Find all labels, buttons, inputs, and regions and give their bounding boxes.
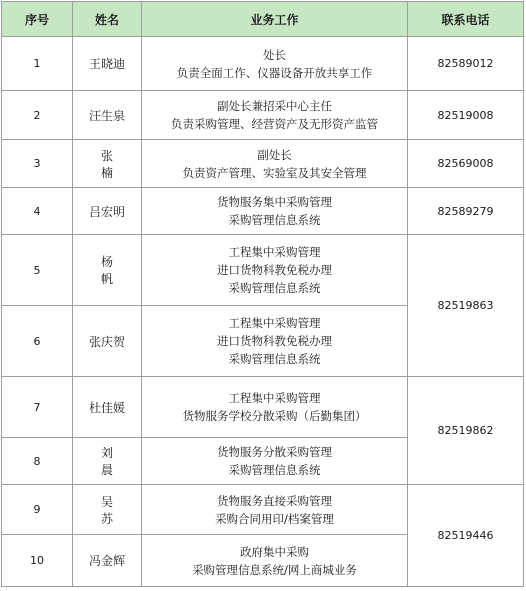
row-name: 吕宏明 <box>73 188 142 235</box>
duty-line: 处长 <box>263 47 286 62</box>
row-phone: 82589279 <box>408 188 524 235</box>
row-phone: 82569008 <box>408 140 524 188</box>
table-row <box>2 140 524 188</box>
table-row <box>2 91 524 140</box>
duty-line: 工程集中采购管理 <box>228 391 321 405</box>
duty-line: 货物服务学校分散采购（后勤集团） <box>182 409 367 423</box>
row-index: 9 <box>2 485 73 535</box>
row-duty <box>142 535 408 587</box>
table-row <box>2 188 524 235</box>
duty-line: 副处长 <box>257 147 292 162</box>
duty-line: 工程集中采购管理 <box>228 316 321 330</box>
table-row <box>2 485 524 535</box>
row-duty <box>142 140 408 188</box>
row-phone: 82589012 <box>408 37 524 91</box>
duty-line: 采购管理信息系统 <box>228 463 321 477</box>
table-row <box>2 377 524 438</box>
row-name: 杜佳媛 <box>73 377 142 438</box>
row-duty <box>142 91 408 140</box>
duty-line: 采购管理信息系统 <box>228 352 321 366</box>
row-duty <box>142 188 408 235</box>
header-index: 序号 <box>2 2 73 37</box>
duty-line: 副处长兼招采中心主任 <box>217 99 332 113</box>
row-duty <box>142 485 408 535</box>
row-duty <box>142 438 408 485</box>
row-name: 汪生泉 <box>73 91 142 140</box>
duty-line: 货物服务直接采购管理 <box>217 493 332 508</box>
header-name: 姓名 <box>73 2 142 37</box>
row-index: 8 <box>2 438 73 485</box>
row-phone: 82519446 <box>408 485 524 587</box>
duty-line: 政府集中采购 <box>240 544 309 559</box>
row-name: 杨 帆 <box>73 235 142 306</box>
row-duty <box>142 235 408 306</box>
duty-line: 采购合同用印/档案管理 <box>215 511 334 526</box>
row-phone: 82519862 <box>408 377 524 485</box>
row-index: 2 <box>2 91 73 140</box>
header-phone: 联系电话 <box>408 2 524 37</box>
header-duty: 业务工作 <box>142 2 408 37</box>
row-index: 4 <box>2 188 73 235</box>
duty-line: 负责资产管理、实验室及其安全管理 <box>182 165 367 180</box>
duty-line: 工程集中采购管理 <box>228 245 321 259</box>
row-name: 张庆贺 <box>73 306 142 377</box>
duty-line: 货物服务分散采购管理 <box>217 445 332 459</box>
staff-duty-table <box>1 1 524 587</box>
row-name: 冯金辉 <box>73 535 142 587</box>
duty-line: 货物服务集中采购管理 <box>217 195 332 209</box>
duty-line: 采购管理信息系统/网上商城业务 <box>192 562 357 577</box>
row-phone: 82519863 <box>408 235 524 377</box>
duty-line: 负责全面工作、仪器设备开放共享工作 <box>176 65 373 80</box>
row-duty <box>142 306 408 377</box>
row-name: 张 楠 <box>73 140 142 188</box>
row-name: 刘 晨 <box>73 438 142 485</box>
row-phone: 82519008 <box>408 91 524 140</box>
table-row <box>2 37 524 91</box>
row-index: 10 <box>2 535 73 587</box>
row-index: 1 <box>2 37 73 91</box>
table-header-row <box>2 2 524 37</box>
row-index: 3 <box>2 140 73 188</box>
row-duty <box>142 37 408 91</box>
row-name: 吴 苏 <box>73 485 142 535</box>
row-index: 5 <box>2 235 73 306</box>
row-duty <box>142 377 408 438</box>
row-index: 6 <box>2 306 73 377</box>
duty-line: 进口货物科教免税办理 <box>217 263 332 277</box>
row-name: 王晓迪 <box>73 37 142 91</box>
duty-line: 负责采购管理、经营资产及无形资产监管 <box>171 117 378 131</box>
duty-line: 采购管理信息系统 <box>228 213 321 227</box>
duty-line: 进口货物科教免税办理 <box>217 334 332 348</box>
duty-line: 采购管理信息系统 <box>228 281 321 295</box>
row-index: 7 <box>2 377 73 438</box>
table-row <box>2 235 524 306</box>
